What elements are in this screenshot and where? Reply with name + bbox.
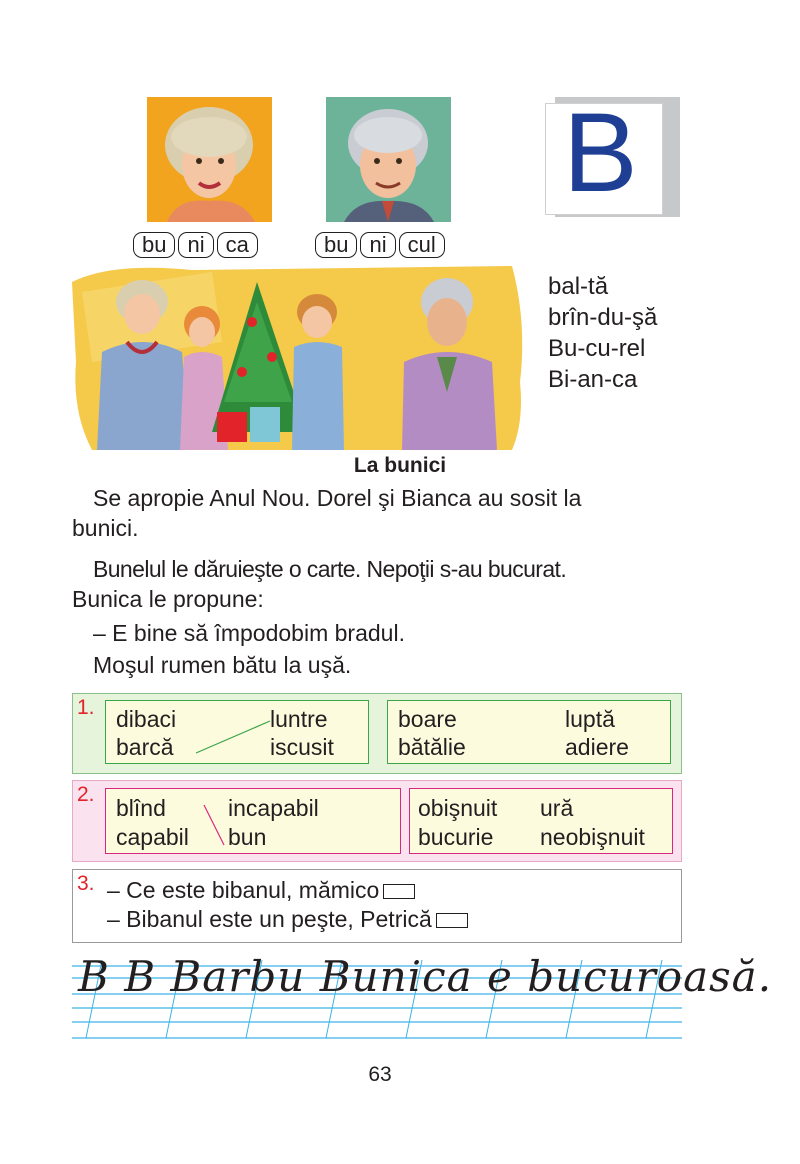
reading-line: Moşul rumen bătu la uşă.	[93, 652, 352, 678]
match-word[interactable]: adiere	[565, 734, 629, 760]
reading-line: bunici.	[72, 515, 139, 541]
big-letter: B	[563, 90, 638, 215]
match-word[interactable]: incapabil	[228, 795, 319, 821]
word-list-item: bal-tă	[548, 273, 609, 300]
word-list-item: Bi-an-ca	[548, 366, 638, 393]
grandma-syllables	[133, 232, 261, 258]
dialogue-line: – Ce este bibanul, mămico	[107, 877, 415, 904]
word-match-box	[105, 700, 369, 764]
match-word[interactable]: dibaci	[116, 706, 177, 732]
syllable: ni	[178, 232, 213, 258]
match-word[interactable]: barcă	[116, 734, 174, 760]
grandma-portrait	[147, 97, 272, 222]
reading-line: Bunica le propune:	[72, 586, 264, 612]
page-number: 63	[368, 1063, 392, 1086]
punctuation-answer-box[interactable]	[383, 884, 415, 899]
word-match-box	[409, 788, 673, 854]
christmas-scene-illustration	[72, 262, 527, 450]
match-word[interactable]: luntre	[270, 706, 328, 732]
grandpa-portrait	[326, 97, 451, 222]
reading-line: Se apropie Anul Nou. Dorel şi Bianca au sosit la	[93, 485, 582, 511]
match-word[interactable]: obişnuit	[418, 795, 498, 821]
letter-card	[545, 90, 675, 217]
match-word[interactable]: ură	[540, 795, 574, 821]
word-list-item: brîn-du-şă	[548, 304, 658, 331]
exercise-3	[72, 869, 682, 943]
reading-line: Bunelul le dăruieşte o carte. Nepoţii s-au bucurat.	[93, 556, 567, 582]
match-word[interactable]: neobişnuit	[540, 824, 645, 850]
grandpa-syllables	[315, 232, 448, 258]
syllable: ca	[217, 232, 258, 258]
exercise-number: 2.	[77, 783, 95, 806]
exercise-1	[72, 693, 682, 774]
exercise-number: 1.	[77, 696, 95, 719]
match-word[interactable]: bucurie	[418, 824, 494, 850]
match-word[interactable]: bun	[228, 824, 267, 850]
syllable: bu	[315, 232, 357, 258]
word-list	[548, 271, 657, 395]
match-word[interactable]: blînd	[116, 795, 166, 821]
word-match-box	[387, 700, 671, 764]
match-word[interactable]: boare	[398, 706, 457, 732]
handwriting-practice	[72, 952, 773, 1040]
reading-line: – E bine să împodobim bradul.	[93, 620, 405, 646]
word-list-item: Bu-cu-rel	[548, 335, 646, 362]
syllable: cul	[399, 232, 445, 258]
exercise-number: 3.	[77, 872, 95, 895]
match-line	[202, 803, 228, 849]
exercise-2	[72, 780, 682, 862]
reading-title: La bunici	[353, 454, 447, 477]
punctuation-answer-box[interactable]	[436, 913, 468, 928]
syllable: ni	[360, 232, 395, 258]
match-line	[194, 719, 274, 755]
handwriting-sample: B B Barbu Bunica e bucuroasă.	[78, 952, 773, 1001]
match-word[interactable]: bătălie	[398, 734, 466, 760]
match-word[interactable]: iscusit	[270, 734, 334, 760]
match-word[interactable]: capabil	[116, 824, 189, 850]
word-match-box	[105, 788, 401, 854]
match-word[interactable]: luptă	[565, 706, 615, 732]
syllable: bu	[133, 232, 175, 258]
dialogue-line: – Bibanul este un peşte, Petrică	[107, 906, 468, 933]
